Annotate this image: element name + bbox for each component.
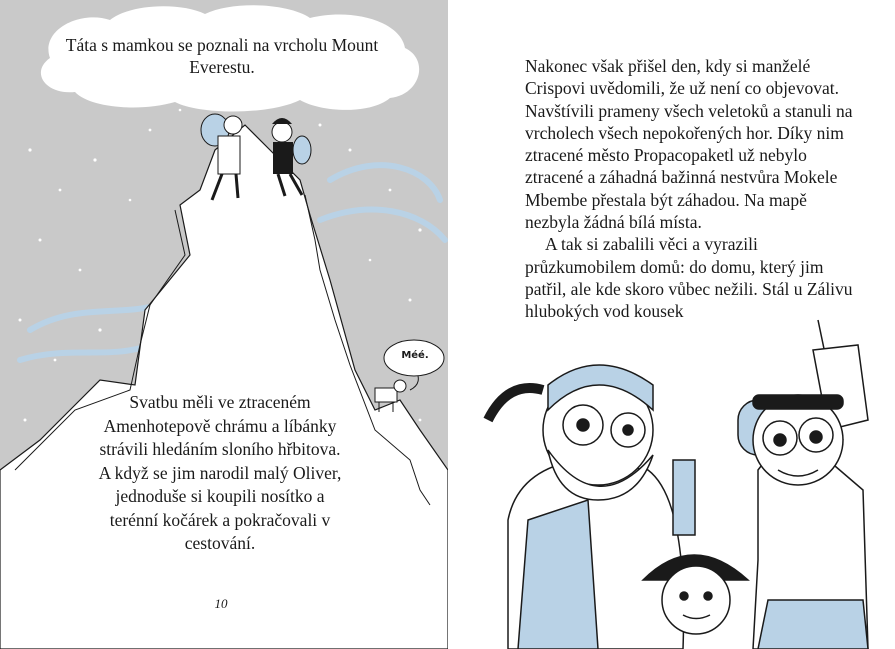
paragraph-1: Nakonec však přišel den, kdy si manželé Crispovi uvědomili, že už není co objevovat. Navštívili prameny všech veletoků a stanuli na vrcholech všech nepokořených hor. Díky nim ztracené město Propacopaketl už nebylo ztracené a záhadná bažinná nestvůra Mokele Mbembe přestala být záhadou. Na mapě nezbyla žádná bílá místa. — [525, 56, 853, 233]
cloud-caption: Táta s mamkou se poznali na vrcholu Mount Everestu. — [65, 35, 379, 77]
wedding-text: Svatbu měli ve ztraceném Amenhotepově chrámu a líbánky strávili hledáním sloního hřbitova. A když se jim narodil malý Oliver, jednoduše si koupili nosítko a terénní kočárek a pokračovali v cestování. — [98, 392, 342, 553]
paragraph-2: A tak si zabalili věci a vyrazili průzkumobilem domů: do domu, který jim patřil, ale kde skoro vůbec nežili. Stál u Zálivu hlubokých vod kousek — [525, 234, 853, 322]
goat-speech-text: Méé. — [401, 350, 429, 361]
speech-bubble-tail — [410, 376, 418, 390]
mum-figure — [738, 320, 868, 649]
mountain-shape — [0, 125, 448, 649]
page-number: 10 — [214, 596, 228, 611]
right-page — [448, 0, 895, 649]
family-illustration — [448, 0, 895, 649]
